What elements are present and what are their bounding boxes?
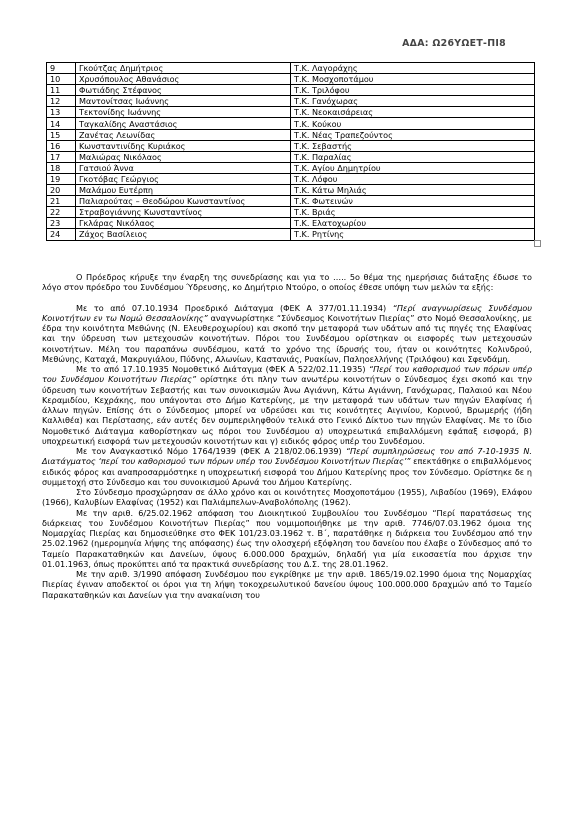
members-table bbox=[46, 62, 535, 241]
member-name: Ταγκαλίδης Αναστάσιος bbox=[76, 118, 291, 129]
table-row bbox=[47, 162, 535, 173]
community-name: Τ.Κ. Ρητίνης bbox=[291, 229, 535, 240]
row-number: 17 bbox=[47, 151, 76, 162]
table-row bbox=[47, 96, 535, 107]
paragraph-accession: Στο Σύνδεσμο προσχώρησαν σε άλλο χρόνο και οι κοινότητες Μοσχοποτάμου (1955), Λιβαδίου (1969), Ελάφου (1966), Καλυβίων Ελαφίνας (1952) και Παλιάμπελων-Αναβολόπολης (1962). bbox=[42, 487, 532, 508]
table-row bbox=[47, 207, 535, 218]
community-name: Τ.Κ. Αγίου Δημητρίου bbox=[291, 162, 535, 173]
community-name: Τ.Κ. Παραλίας bbox=[291, 151, 535, 162]
member-name: Γκούτζας Δημήτριος bbox=[76, 63, 291, 74]
row-number: 21 bbox=[47, 196, 76, 207]
ada-code: ΑΔΑ: Ω26ΥΩΕΤ-ΠΙ8 bbox=[402, 38, 506, 49]
table-row bbox=[47, 196, 535, 207]
row-number: 12 bbox=[47, 96, 76, 107]
member-name: Ζανέτας Λεωνίδας bbox=[76, 129, 291, 140]
member-name: Τεκτονίδης Ιωάννης bbox=[76, 107, 291, 118]
table-row bbox=[47, 173, 535, 184]
paragraph-intro: Ο Πρόεδρος κήρυξε την έναρξη της συνεδρίασης και για το ….. 5ο θέμα της ημερήσιας διάταξης έδωσε το λόγο στον πρόεδρο του Συνδέσμου Ύδρευσης, κο Δημήτριο Ντούρο, ο οποίος έθεσε υπόψη των μελών τα εξής: bbox=[42, 272, 532, 293]
member-name: Στραβογιάννης Κωνσταντίνος bbox=[76, 207, 291, 218]
table-row bbox=[47, 107, 535, 118]
paragraph-decree-1934: Με το από 07.10.1934 Προεδρικό Διάταγμα (ΦΕΚ Α 377/01.11.1934) “Περί αναγνωρίσεως Συνδέσμου Κοινοτήτων εν τω Νομώ Θεσσαλονίκης” αναγνωρίστηκε “Σύνδεσμος Κοινοτήτων Πιερίας” στο Νομό Θεσσαλονίκης, με έδρα την κοινότητα Μεθώνης (Ν. Ελευθεροχωρίου) και σκοπό την μεταφορά των υδάτων από τις πηγές της Ελαφίνας και την ύδρευση των μετεχουσών κοινοτήτων. Πόροι του Συνδέσμου ορίστηκαν οι εισφορές των μετεχουσών κοινοτήτων. Μέλη του παραπάνω συνδέσμου, κατά το χρόνο της ίδρυσής του, ήταν οι κοινότητες Κολινδρού, Μεθώνης, Καταχά, Μακρυγιάλου, Πύδνης, Αλωνίων, Καστανιάς, Ρυακίων, Παληοελλήνης (Τριλόφου) και Σφενδάμη. bbox=[42, 302, 532, 364]
community-name: Τ.Κ. Μοσχοποτάμου bbox=[291, 74, 535, 85]
row-number: 16 bbox=[47, 140, 76, 151]
community-name: Τ.Κ. Λόφου bbox=[291, 173, 535, 184]
community-name: Τ.Κ. Τριλόφου bbox=[291, 85, 535, 96]
member-name: Χρυσόπουλος Αθανάσιος bbox=[76, 74, 291, 85]
table-row bbox=[47, 229, 535, 240]
paragraph-1990-decision: Με την αριθ. 3/1990 απόφαση Συνδέσμου που εγκρίθηκε με την αριθ. 1865/19.02.1990 όμοια της Νομαρχίας Πιερίας έγιναν αποδεκτοί οι όροι για τη λήψη τοκοχρεωλυτικού δανείου ύψους 100.000.000 δραχμών από το Ταμείο Παρακαταθηκών και Δανείων για την ανακαίνιση του bbox=[42, 569, 532, 600]
paragraph-law-1939: Με τον Αναγκαστικό Νόμο 1764/1939 (ΦΕΚ Α 218/02.06.1939) “Περί συμπληρώσεως του από 7-10-1935 Ν. Διατάγματος ‘περί του καθορισμού των πόρων υπέρ του Συνδέσμου Κοινοτήτων Πιερίας’” επεκτάθηκε ο επιβαλλόμενος ειδικός φόρος και αναπροσαρμόστηκε η υποχρεωτική εισφορά του Δήμου Κατερίνης προς τον Σύνδεσμο. Ορίστηκε δε η συμμετοχή στο Σύνδεσμο και του συνοικισμού Αρωνά του Δήμου Κατερίνης. bbox=[42, 446, 533, 487]
row-number: 14 bbox=[47, 118, 76, 129]
table-row bbox=[47, 218, 535, 229]
table-row bbox=[47, 85, 535, 96]
community-name: Τ.Κ. Ελατοχωρίου bbox=[291, 218, 535, 229]
community-name: Τ.Κ. Σεβαστής bbox=[291, 140, 535, 151]
member-name: Γατσιού Άννα bbox=[76, 162, 291, 173]
table-row bbox=[47, 63, 535, 74]
member-name: Γκλάρας Νικόλαος bbox=[76, 218, 291, 229]
row-number: 13 bbox=[47, 107, 76, 118]
community-name: Τ.Κ. Φωτεινών bbox=[291, 196, 535, 207]
community-name: Τ.Κ. Νέας Τραπεζούντος bbox=[291, 129, 535, 140]
row-number: 15 bbox=[47, 129, 76, 140]
row-number: 23 bbox=[47, 218, 76, 229]
members-table-wrap bbox=[46, 62, 535, 241]
member-name: Παλιαρούτας – Θεοδώρου Κωνσταντίνος bbox=[76, 196, 291, 207]
paragraph-1962-decision: Με την αριθ. 6/25.02.1962 απόφαση του Διοικητικού Συμβουλίου του Συνδέσμου “Περί παρατάσεως της διάρκειας του Συνδέσμου Κοινοτήτων Πιερίας” που νομιμοποιήθηκε με την αριθ. 7746/07.03.1962 όμοια της Νομαρχίας Πιερίας και δημοσιεύθηκε στο ΦΕΚ 101/23.03.1962 τ. Β΄, παρατάθηκε η διάρκεια του Συνδέσμου από την 25.02.1962 (ημερομηνία λήψης της απόφασης) έως την ολοσχερή εξόφληση του δανείου που έλαβε ο Σύνδεσμος από το Ταμείο Παρακαταθηκών και Δανείων, ύψους 6.000.000 δραχμών, δηλαδή για μία εικοσαετία που άρχισε την 01.01.1963, όπως προκύπτει από τα πρακτικά συνεδρίασης του Δ.Σ. της 28.01.1962. bbox=[42, 507, 532, 569]
community-name: Τ.Κ. Κούκου bbox=[291, 118, 535, 129]
table-row bbox=[47, 118, 535, 129]
member-name: Μαλιώρας Νικόλαος bbox=[76, 151, 291, 162]
community-name: Τ.Κ. Γανόχωρας bbox=[291, 96, 535, 107]
member-name: Μαλάμου Ευτέρπη bbox=[76, 185, 291, 196]
row-number: 22 bbox=[47, 207, 76, 218]
minutes-body bbox=[42, 272, 532, 600]
member-name: Φωτιάδης Στέφανος bbox=[76, 85, 291, 96]
table-resize-handle[interactable] bbox=[534, 240, 541, 247]
community-name: Τ.Κ. Λαγοράχης bbox=[291, 63, 535, 74]
table-row bbox=[47, 140, 535, 151]
member-name: Ζάχος Βασίλειος bbox=[76, 229, 291, 240]
member-name: Κωνσταντινίδης Κυριάκος bbox=[76, 140, 291, 151]
row-number: 9 bbox=[47, 63, 76, 74]
paragraph-decree-1935: Με το από 17.10.1935 Νομοθετικό Διάταγμα (ΦΕΚ Α 522/02.11.1935) “Περί του καθορισμού των πόρων υπέρ του Συνδέσμου Κοινοτήτων Πιερίας” ορίστηκε ότι πλην των ανωτέρω κοινοτήτων ο Σύνδεσμος έχει σκοπό και την ύδρευση των κοινοτήτων Σεβαστής και των συνοικισμών Άνω Αγιάννη, Κάτω Αγιάννη, Γανόχωρας, Παλαιού και Νέου Κεραμιδίου, Κεχράκης, που υπάγονται στο Δήμο Κατερίνης, με την μεταφορά των υδάτων των πηγών Ελαφίνας ή άλλων πηγών. Επίσης ότι ο Σύνδεσμος μπορεί να υδρεύσει και τις κοινότητες Αιγινίου, Κορινού, Βρωμερής (ήδη Καλλιθέα) και Περίστασης, εάν αυτές δεν συμπεριληφθούν τελικά στο Γενικό Δίκτυο των πηγών Ελαφίνας. Με το ίδιο Νομοθετικό Διάταγμα καθορίστηκαν ως πόροι του Συνδέσμου α) υποχρεωτικά επιβαλλόμενη εφάπαξ εισφορά, β) υποχρεωτική εισφορά των μετεχουσών κοινοτήτων και γ) ειδικός φόρος υπέρ του Συνδέσμου. bbox=[42, 364, 532, 446]
row-number: 10 bbox=[47, 74, 76, 85]
row-number: 24 bbox=[47, 229, 76, 240]
row-number: 11 bbox=[47, 85, 76, 96]
row-number: 19 bbox=[47, 173, 76, 184]
table-row bbox=[47, 151, 535, 162]
row-number: 18 bbox=[47, 162, 76, 173]
community-name: Τ.Κ. Νεοκαισάρειας bbox=[291, 107, 535, 118]
table-row bbox=[47, 185, 535, 196]
table-row bbox=[47, 74, 535, 85]
row-number: 20 bbox=[47, 185, 76, 196]
table-row bbox=[47, 129, 535, 140]
member-name: Μαντονίτσας Ιωάννης bbox=[76, 96, 291, 107]
community-name: Τ.Κ. Βριάς bbox=[291, 207, 535, 218]
member-name: Γκοτόβας Γεώργιος bbox=[76, 173, 291, 184]
community-name: Τ.Κ. Κάτω Μηλιάς bbox=[291, 185, 535, 196]
